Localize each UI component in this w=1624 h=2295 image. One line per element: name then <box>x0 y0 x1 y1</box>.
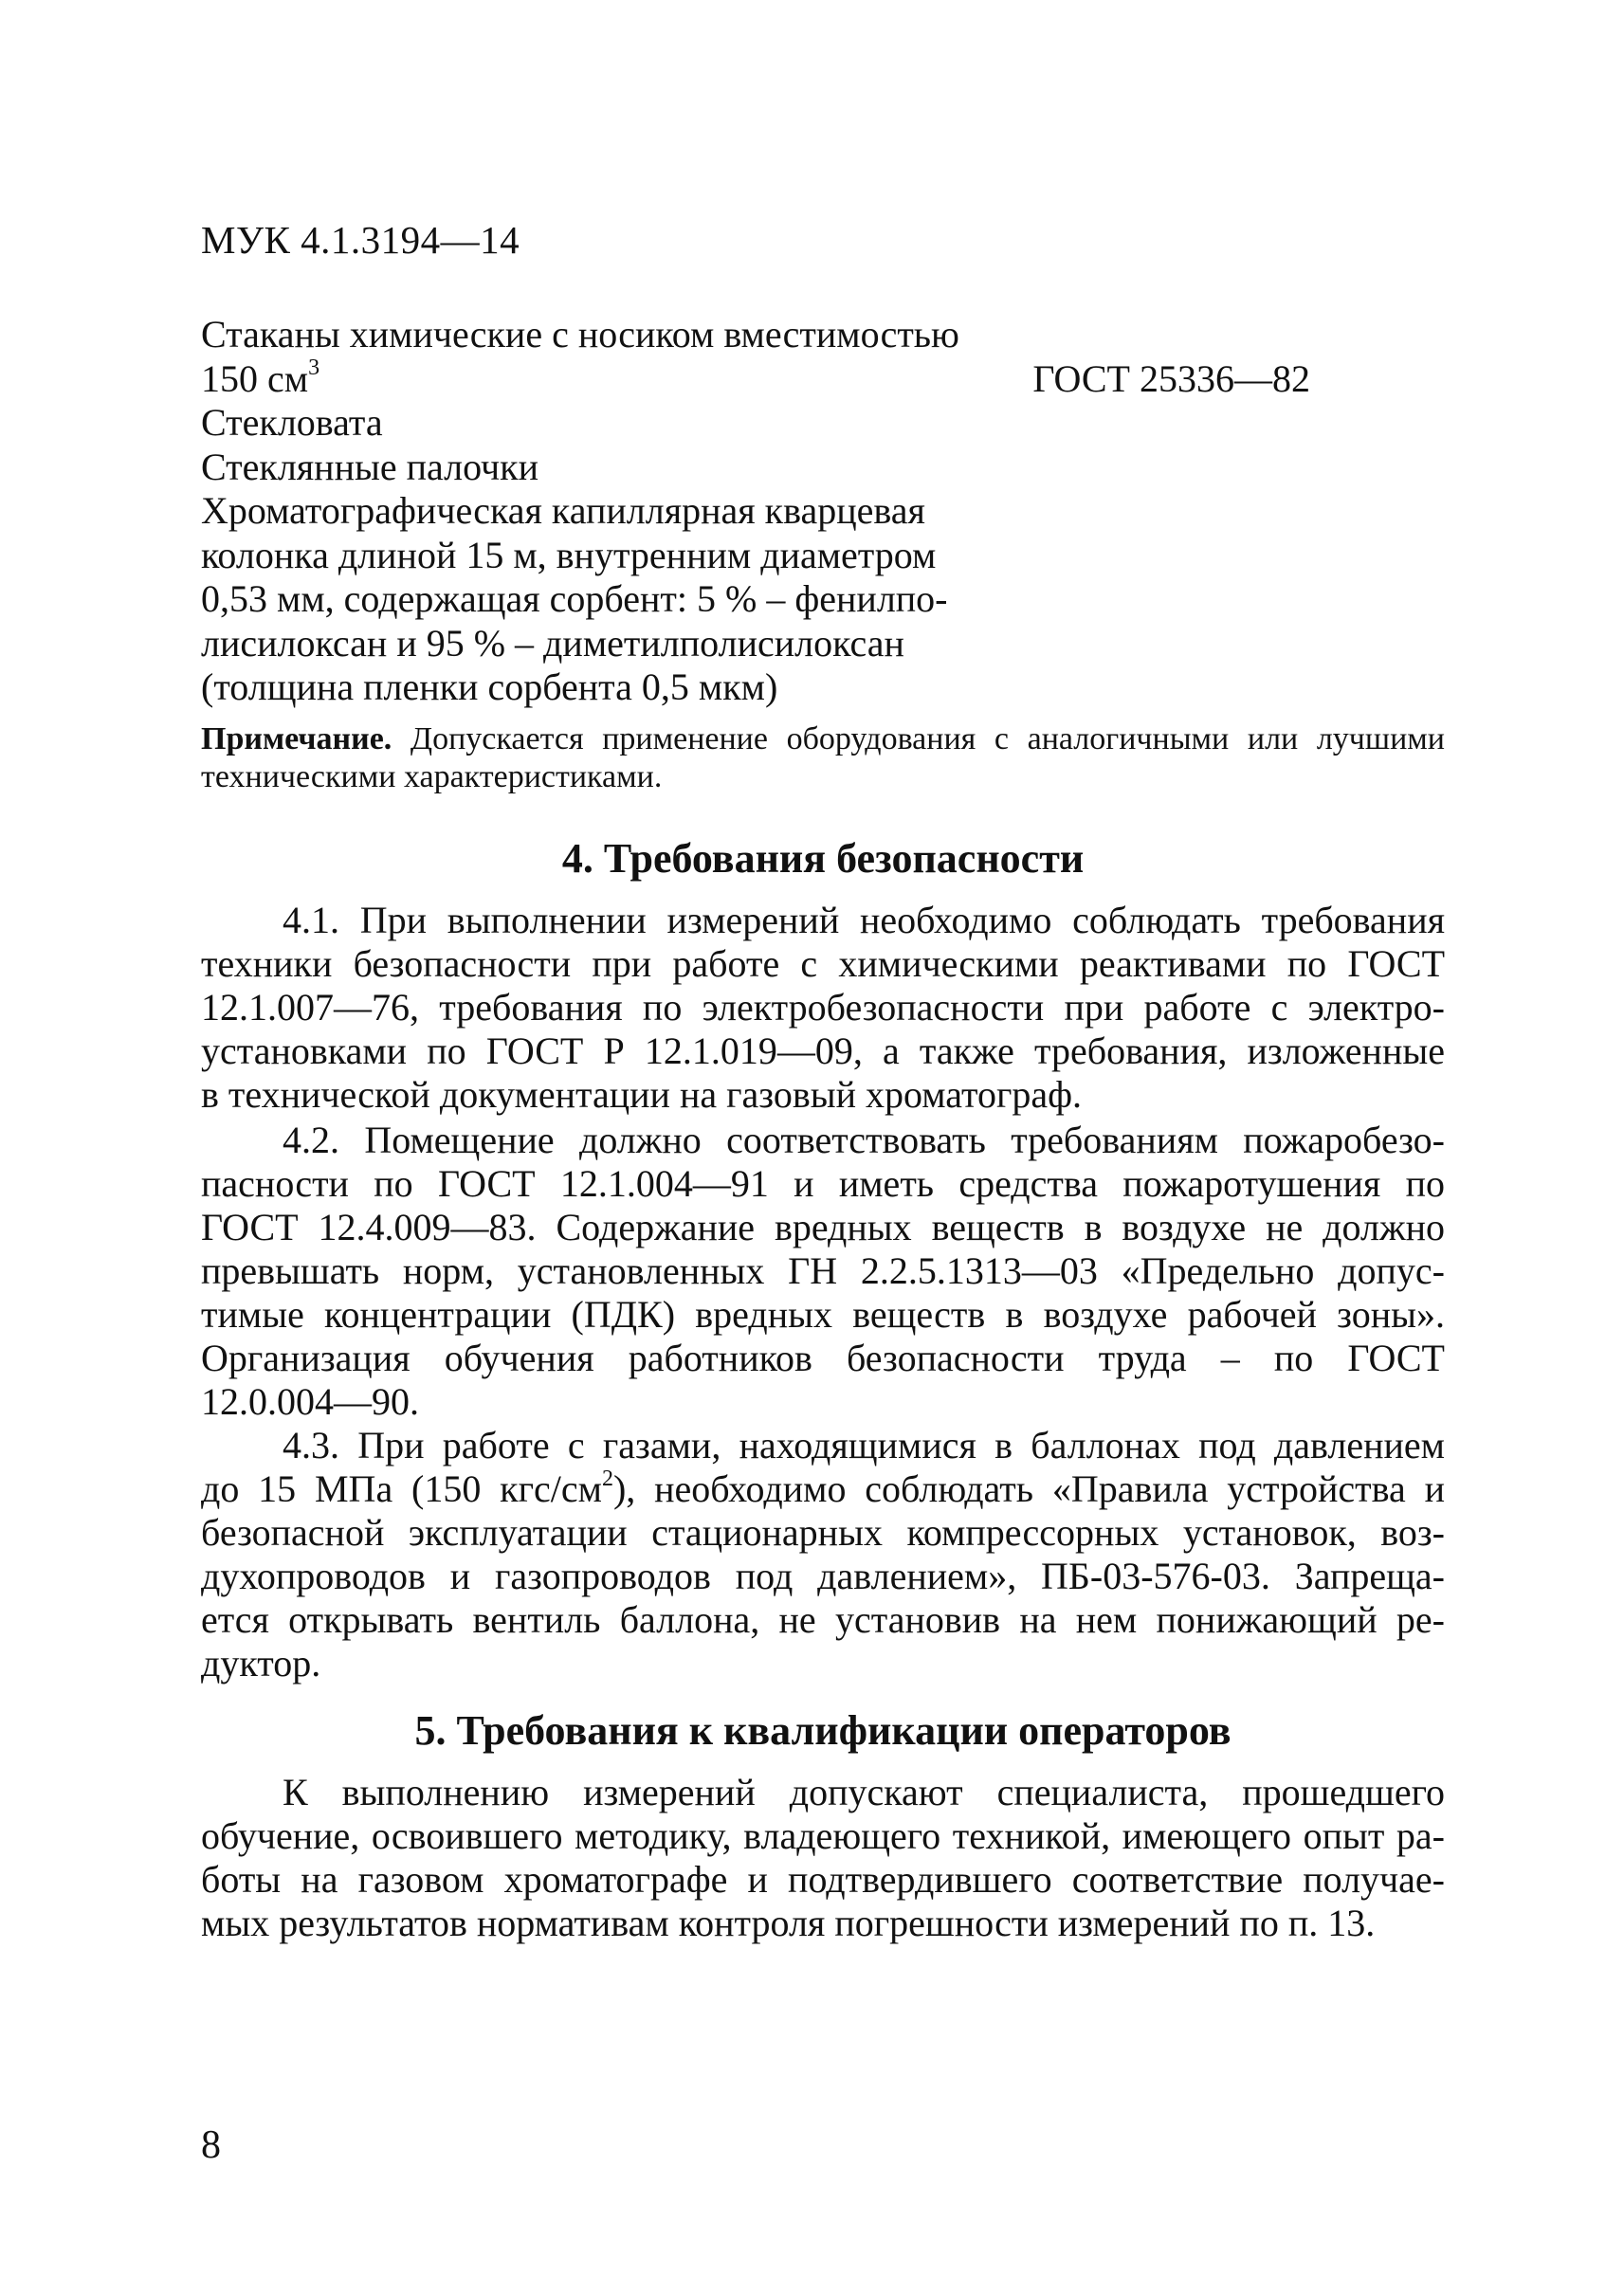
paragraph-4-1 <box>201 899 1445 1117</box>
paragraph-line: техники безопасности при работе с химическими реактивами по ГОСТ <box>201 942 1445 985</box>
paragraph-line: 4.3. При работе с газами, находящимися в баллонах под давлением <box>283 1424 1445 1466</box>
equipment-item-column-line: колонка длиной 15 м, внутренним диаметром <box>201 533 937 576</box>
paragraph-line: обучение, освоившего методику, владеющего техникой, имеющего опыт ра- <box>201 1814 1445 1857</box>
paragraph-line: духопроводов и газопроводов под давлением», ПБ-03-576-03. Запреща- <box>201 1555 1445 1597</box>
equipment-item-beakers-volume-row <box>201 357 1310 402</box>
equipment-item-glass-rods: Стеклянные палочки <box>201 445 539 488</box>
beaker-volume-value: 150 см <box>201 356 309 400</box>
pressure-unit-exponent: 2 <box>601 1466 613 1491</box>
paragraph-line: боты на газовом хроматографе и подтвердившего соответствие получае- <box>201 1858 1445 1901</box>
paragraph-4-2 <box>201 1119 1445 1424</box>
page-number: 8 <box>201 2123 221 2167</box>
paragraph-line: установками по ГОСТ Р 12.1.019—09, а также требования, изложенные <box>201 1029 1445 1072</box>
beaker-volume <box>201 357 319 402</box>
equipment-item-glass-wool: Стекловата <box>201 401 383 444</box>
paragraph-line: 12.0.004—90. <box>201 1380 419 1423</box>
paragraph-line: К выполнению измерений допускают специалиста, прошедшего <box>283 1771 1445 1813</box>
paragraph-line: Организация обучения работников безопасности труда – по ГОСТ <box>201 1337 1445 1379</box>
equipment-item-beakers: Стаканы химические с носиком вместимостью <box>201 313 959 355</box>
paragraph-line: пасности по ГОСТ 12.1.004—91 и иметь средства пожаротушения по <box>201 1162 1445 1205</box>
paragraph-line: 4.2. Помещение должно соответствовать требованиям пожаробезо- <box>283 1119 1445 1161</box>
equipment-list <box>201 313 1452 710</box>
note <box>201 720 1445 796</box>
beaker-volume-unit-exponent: 3 <box>308 355 320 381</box>
paragraph-line-with-superscript <box>201 1467 1445 1511</box>
equipment-item-column-line: (толщина пленки сорбента 0,5 мкм) <box>201 665 778 708</box>
paragraph-line: в технической документации на газовый хроматограф. <box>201 1073 1083 1116</box>
paragraph-4-3 <box>201 1424 1445 1685</box>
paragraph-line: 12.1.007—76, требования по электробезопасности при работе с электро- <box>201 986 1445 1029</box>
note-label: Примечание. <box>201 721 392 756</box>
note-text: Допускается применение оборудования с аналогичными или лучшими техническими характеристиками. <box>201 721 1445 794</box>
section-4-title: 4. Требования безопасности <box>561 835 1085 882</box>
section-5-title: 5. Требования к квалификации операторов <box>414 1707 1232 1754</box>
paragraph-5 <box>201 1771 1445 1945</box>
equipment-item-column-line: лисилоксан и 95 % – диметилполисилоксан <box>201 621 904 665</box>
paragraph-line: безопасной эксплуатации стационарных компрессорных установок, воз- <box>201 1511 1445 1554</box>
paragraph-line: мых результатов нормативам контроля погрешности измерений по п. 13. <box>201 1902 1376 1944</box>
pressure-text-cont: ), необходимо соблюдать «Правила устройства и <box>612 1467 1445 1510</box>
paragraph-line: дуктор. <box>201 1642 321 1685</box>
paragraph-line: тимые концентрации (ПДК) вредных веществ в воздухе рабочей зоны». <box>201 1293 1445 1336</box>
paragraph-line: 4.1. При выполнении измерений необходимо соблюдать требования <box>283 899 1445 941</box>
pressure-text: до 15 МПа (150 кгс/см <box>201 1467 602 1510</box>
paragraph-line: превышать норм, установленных ГН 2.2.5.1313—03 «Предельно допус- <box>201 1249 1445 1292</box>
equipment-item-column-line: 0,53 мм, содержащая сорбент: 5 % – фенилпо- <box>201 577 948 620</box>
beaker-gost: ГОСТ 25336—82 <box>1032 356 1310 400</box>
paragraph-line: ется открывать вентиль баллона, не установив на нем понижающий ре- <box>201 1598 1445 1641</box>
equipment-item-column-line: Хроматографическая капиллярная кварцевая <box>201 489 925 532</box>
document-code: МУК 4.1.3194—14 <box>201 218 520 262</box>
paragraph-line: ГОСТ 12.4.009—83. Содержание вредных веществ в воздухе не должно <box>201 1206 1445 1248</box>
